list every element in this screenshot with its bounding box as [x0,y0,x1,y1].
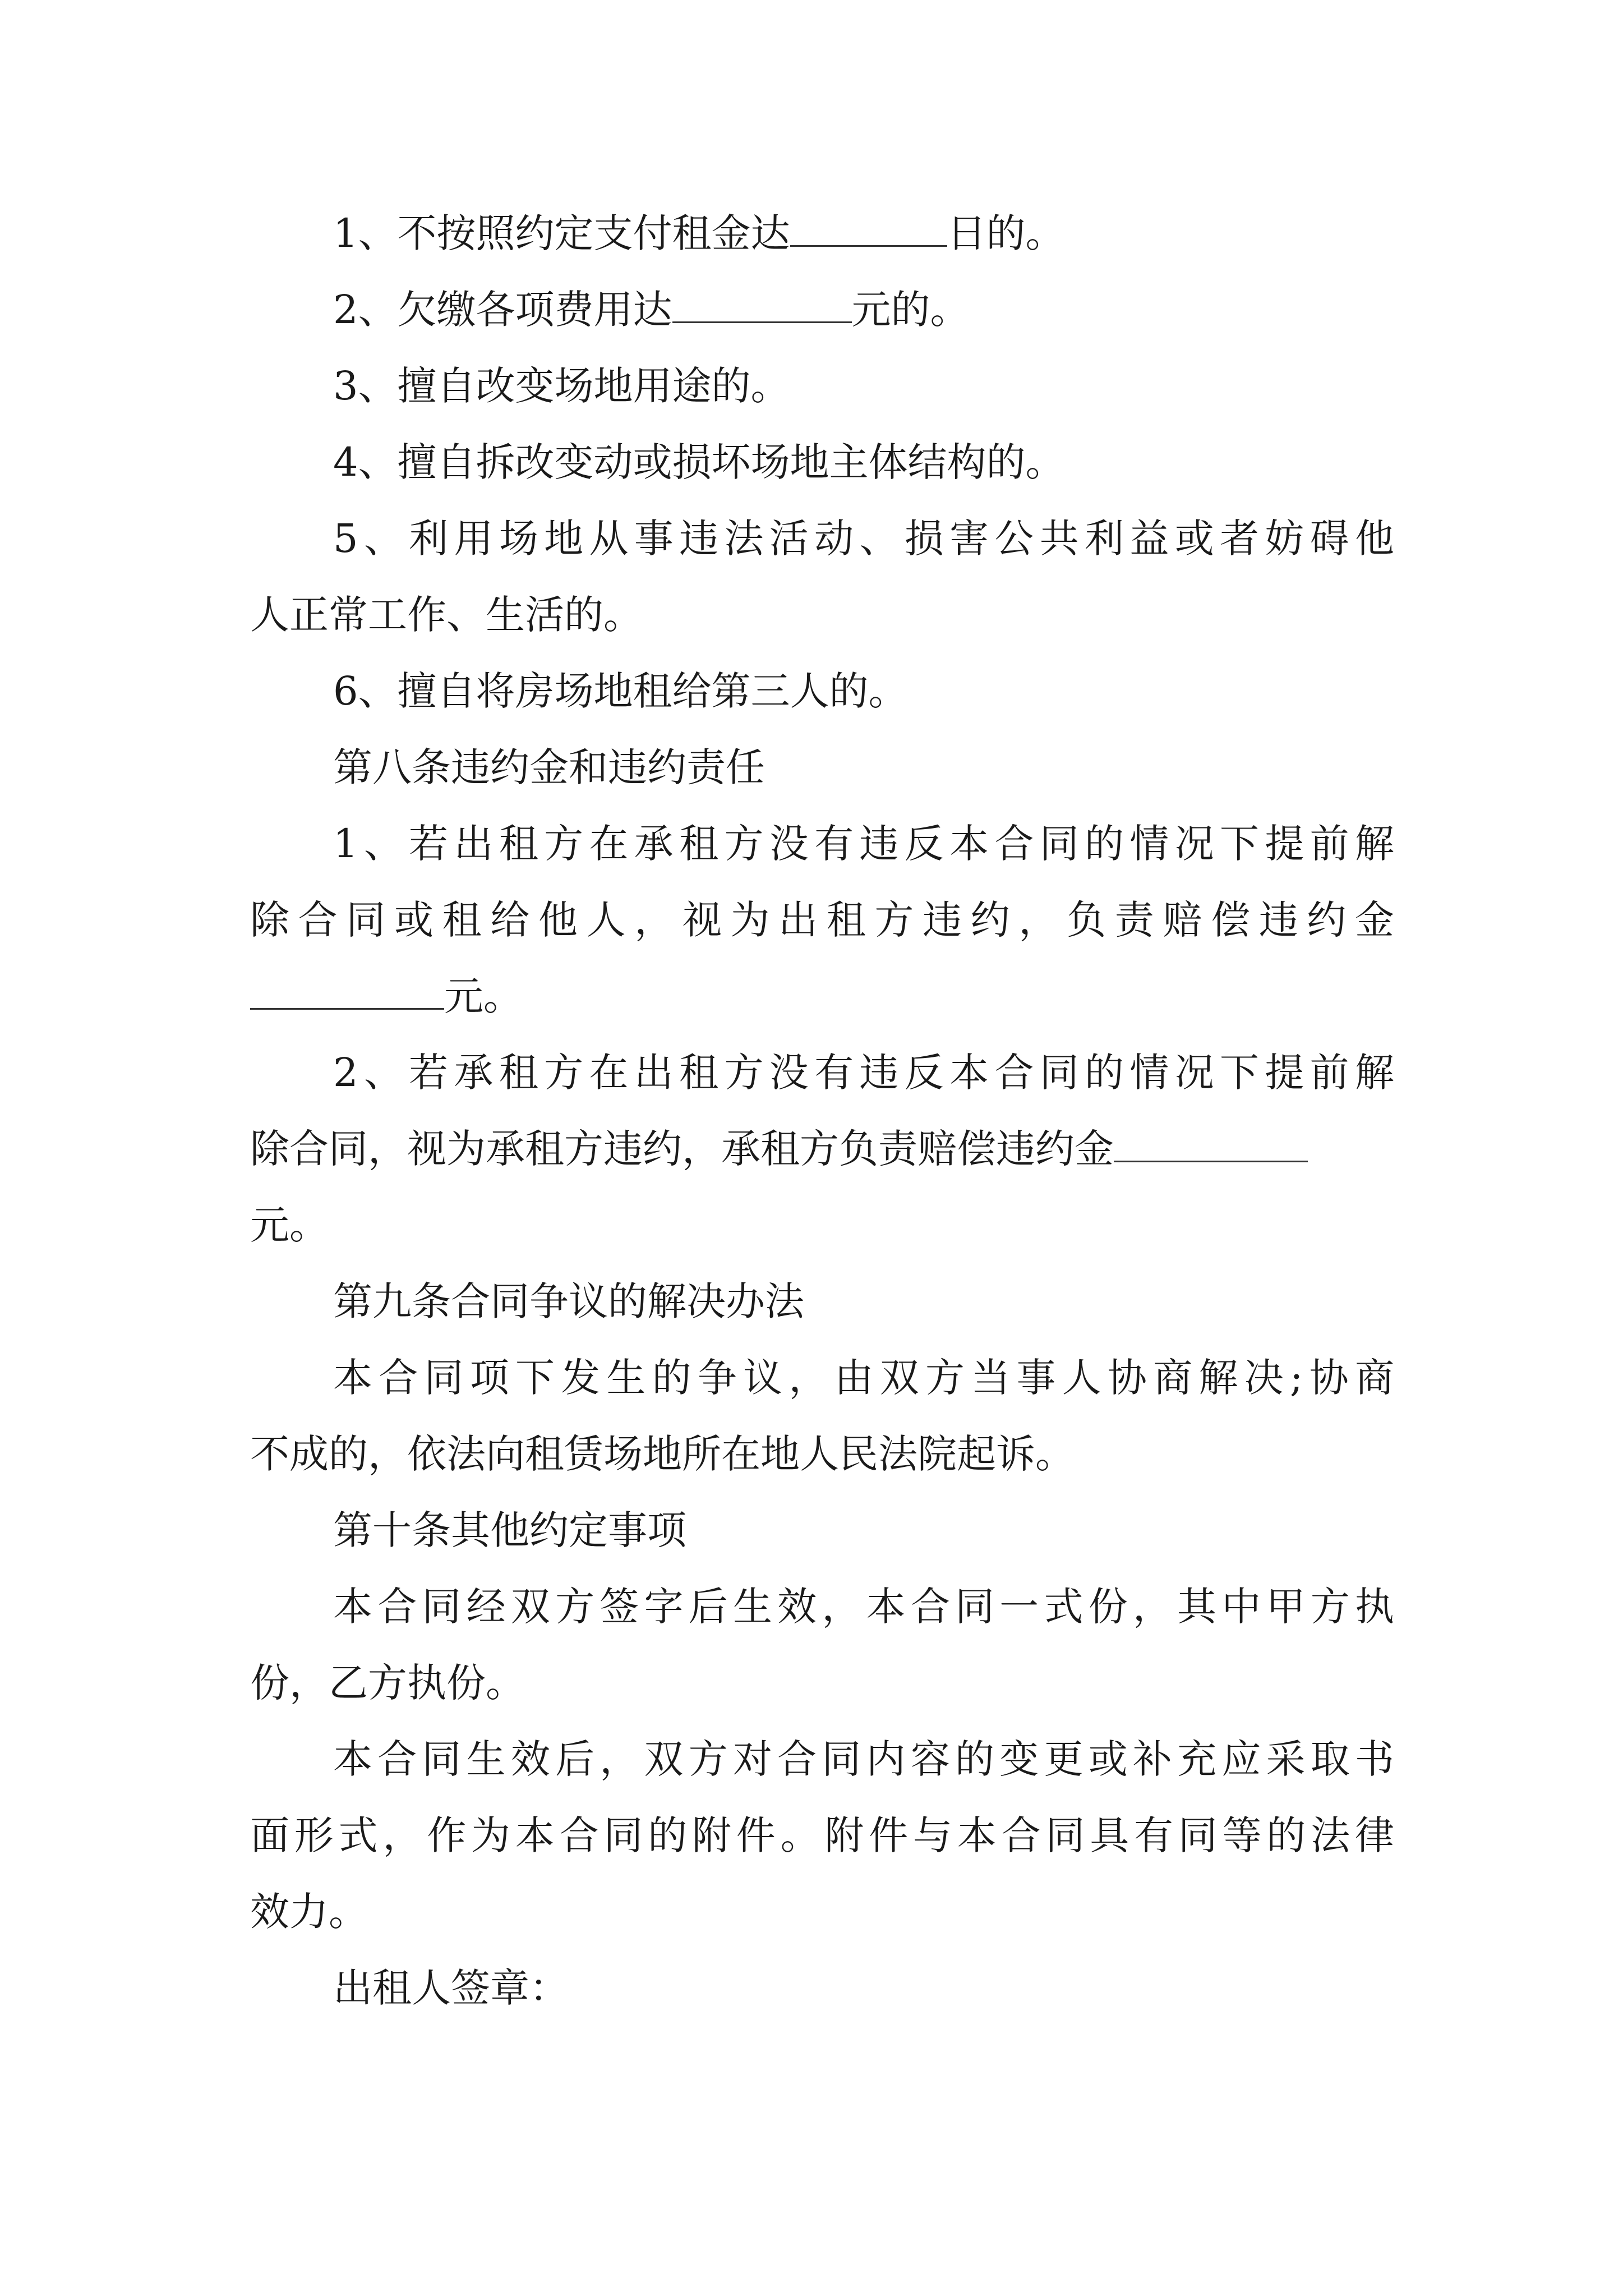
fill-blank-days [790,208,947,247]
article-8-p2-line-2 [250,1115,1394,1182]
fill-blank-fees [672,284,852,323]
article-10-p1-line-2: 份，乙方执份。 [250,1660,525,1706]
breach-item-1-text-b: 日的。 [947,210,1065,256]
article-8-p2-line-3: 元。 [250,1202,329,1248]
breach-item-5-line-1: 5、利用场地从事违法活动、损害公共利益或者妨碍他 [333,516,1394,562]
breach-item-3: 3、擅自改变场地用途的。 [333,363,790,409]
article-8-p2-line-1: 2、若承租方在出租方没有违反本合同的情况下提前解 [333,1050,1394,1096]
article-10-p2-line-3: 效力。 [250,1889,368,1935]
fill-blank-lessor-penalty [250,971,444,1010]
breach-item-5-line-2: 人正常工作、生活的。 [250,592,643,638]
breach-item-1 [250,200,1394,267]
article-8-p2-line-2-text: 除合同，视为承租方违约，承租方负责赔偿违约金 [250,1126,1114,1172]
article-9-heading: 第九条合同争议的解决办法 [333,1278,804,1324]
breach-item-1-text-a: 1、不按照约定支付租金达 [333,210,790,256]
article-10-p2-line-2: 面形式，作为本合同的附件。附件与本合同具有同等的法律 [250,1812,1394,1858]
fill-blank-lessee-penalty [1114,1124,1308,1162]
article-8-p1-line-3-text: 元。 [444,973,523,1019]
article-8-p1-line-1: 1、若出租方在承租方没有违反本合同的情况下提前解 [333,821,1394,867]
article-8-p1-line-2: 除合同或租给他人，视为出租方违约，负责赔偿违约金 [250,897,1394,943]
breach-item-2 [250,276,1394,343]
article-10-p1-line-1: 本合同经双方签字后生效，本合同一式份，其中甲方执 [333,1584,1394,1630]
lessor-signature-label: 出租人签章： [333,1965,569,2011]
breach-item-4: 4、擅自拆改变动或损坏场地主体结构的。 [333,439,1065,485]
article-8-p1-line-3 [250,963,1394,1030]
article-10-p2-line-1: 本合同生效后，双方对合同内容的变更或补充应采取书 [333,1736,1394,1782]
breach-item-2-text-b: 元的。 [851,287,970,333]
article-9-line-1: 本合同项下发生的争议，由双方当事人协商解决;协商 [333,1355,1394,1401]
article-9-line-2: 不成的，依法向租赁场地所在地人民法院起诉。 [250,1431,1075,1477]
article-8-heading: 第八条违约金和违约责任 [333,744,765,790]
article-10-heading: 第十条其他约定事项 [333,1507,686,1553]
breach-item-6: 6、擅自将房场地租给第三人的。 [333,668,908,714]
breach-item-2-text-a: 2、欠缴各项费用达 [333,287,672,333]
